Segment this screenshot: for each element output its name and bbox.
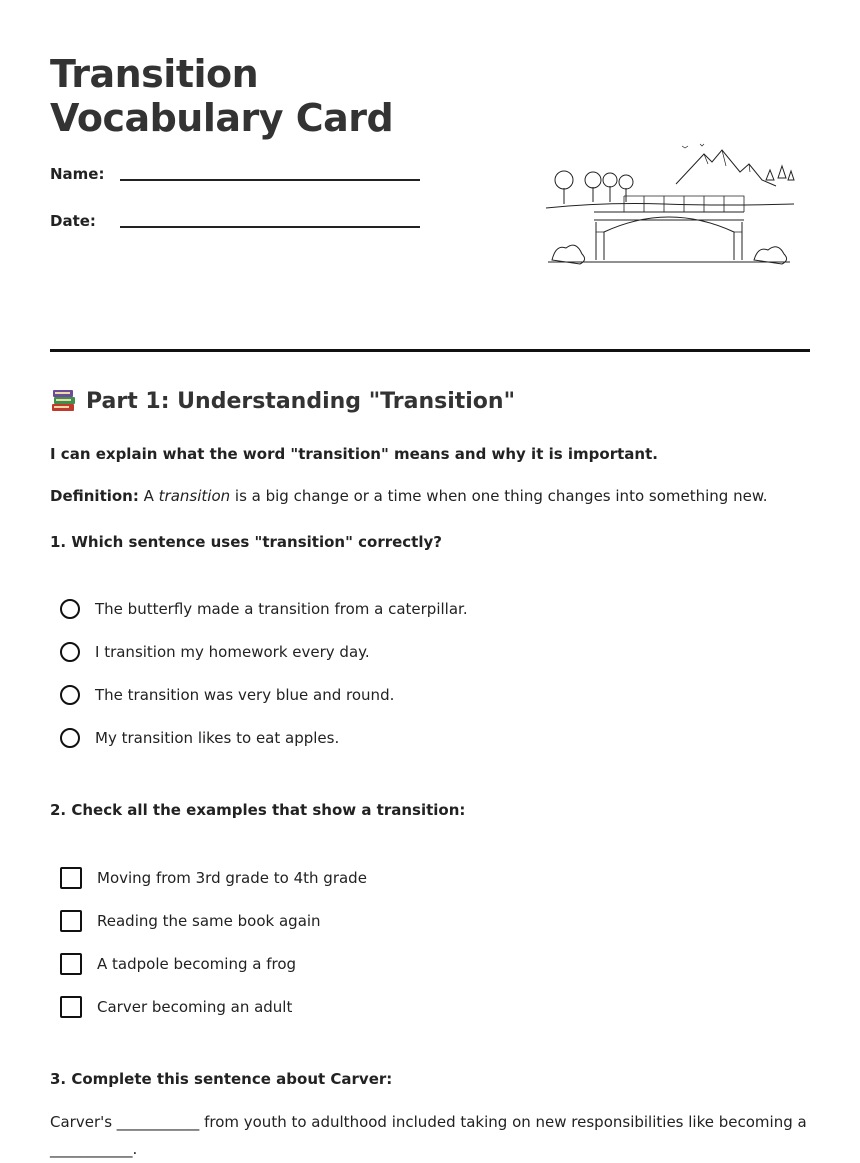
question-3-prompt: 3. Complete this sentence about Carver: xyxy=(50,1070,393,1088)
checkbox-option[interactable] xyxy=(60,856,760,899)
books-icon xyxy=(50,388,78,414)
option-label: A tadpole becoming a frog xyxy=(97,954,297,973)
radio-button[interactable] xyxy=(60,685,80,705)
date-label: Date: xyxy=(50,212,96,230)
checkbox-option[interactable] xyxy=(60,899,760,942)
checkbox-option[interactable] xyxy=(60,942,760,985)
option-label: Moving from 3rd grade to 4th grade xyxy=(97,868,367,887)
fill-in-sentence[interactable]: Carver's ___________ from youth to adulthood included taking on new responsibilities like becoming a ___________. xyxy=(50,1113,807,1158)
radio-button[interactable] xyxy=(60,599,80,619)
bridge-landscape-icon xyxy=(544,142,796,266)
question-1-options xyxy=(60,587,760,759)
definition-term: transition xyxy=(158,487,231,505)
radio-option[interactable] xyxy=(60,716,760,759)
option-label: Carver becoming an adult xyxy=(97,997,293,1016)
section-title: Part 1: Understanding "Transition" xyxy=(86,388,516,414)
radio-option[interactable] xyxy=(60,630,760,673)
radio-button[interactable] xyxy=(60,642,80,662)
learning-objective: I can explain what the word "transition" means and why it is important. xyxy=(50,445,658,463)
definition-prefix: A xyxy=(138,487,159,505)
question-1-prompt: 1. Which sentence uses "transition" correctly? xyxy=(50,533,442,551)
date-field[interactable] xyxy=(50,212,430,236)
header-divider xyxy=(50,349,810,352)
radio-option[interactable] xyxy=(60,587,760,630)
name-field[interactable] xyxy=(50,165,430,189)
question-2-options xyxy=(60,856,760,1028)
definition xyxy=(50,487,810,505)
checkbox[interactable] xyxy=(60,910,82,932)
section-heading xyxy=(50,388,515,414)
definition-text: is a big change or a time when one thing changes into something new. xyxy=(230,487,768,505)
checkbox-option[interactable] xyxy=(60,985,760,1028)
name-label: Name: xyxy=(50,165,105,183)
checkbox[interactable] xyxy=(60,996,82,1018)
page-title: Transition Vocabulary Card xyxy=(50,52,394,140)
option-label: My transition likes to eat apples. xyxy=(95,728,340,747)
checkbox[interactable] xyxy=(60,953,82,975)
option-label: I transition my homework every day. xyxy=(95,642,370,661)
name-line[interactable] xyxy=(120,179,420,181)
option-label: Reading the same book again xyxy=(97,911,321,930)
option-label: The butterfly made a transition from a caterpillar. xyxy=(95,599,468,618)
checkbox[interactable] xyxy=(60,867,82,889)
date-line[interactable] xyxy=(120,226,420,228)
question-2-prompt: 2. Check all the examples that show a transition: xyxy=(50,801,466,819)
radio-option[interactable] xyxy=(60,673,760,716)
option-label: The transition was very blue and round. xyxy=(95,685,395,704)
definition-label: Definition: xyxy=(50,487,139,505)
radio-button[interactable] xyxy=(60,728,80,748)
